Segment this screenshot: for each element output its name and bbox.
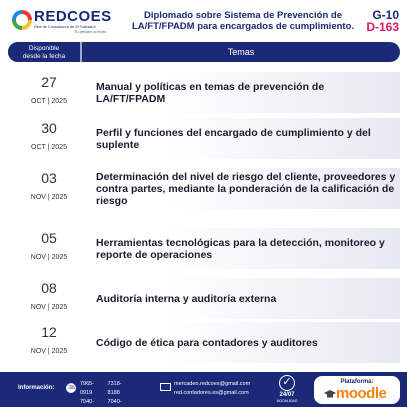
row-date-separator: |: [45, 348, 52, 355]
column-header-date: [8, 42, 80, 62]
phone-icon: [66, 383, 76, 393]
platform-label: Plataforma:: [340, 379, 374, 385]
row-topic: [96, 278, 396, 319]
row-topic-text: Manual y políticas en temas de prevención de LA/FT/FPADM: [96, 80, 325, 105]
column-header-date-line-2: desde la fecha: [22, 52, 66, 60]
footer: [0, 372, 407, 414]
group-code: G-10: [372, 8, 399, 22]
row-day: 05: [41, 230, 57, 246]
logo-subtitle: Red de Contadores de El Salvador: [34, 24, 96, 29]
course-code: [366, 9, 399, 33]
row-date-separator: |: [45, 254, 52, 261]
row-date: [10, 230, 88, 264]
row-date: [10, 170, 88, 204]
redcoes-logo: [12, 8, 132, 36]
logo-ring-icon: [12, 10, 32, 30]
row-date-separator: |: [45, 144, 52, 151]
page-title: [128, 10, 358, 32]
header: [0, 0, 407, 40]
phone-number: 7040-4365: [107, 399, 122, 414]
title-line-1: Diplomado sobre Sistema de Prevención de: [144, 10, 342, 21]
email-addresses: [174, 380, 250, 398]
row-month: OCT: [31, 98, 46, 105]
row-year: 2025: [51, 98, 67, 105]
check-icon: ✓: [279, 375, 295, 391]
row-year: 2025: [51, 254, 68, 261]
row-topic: [96, 72, 396, 113]
row-topic-text: Código de ética para contadores y auditores: [96, 336, 318, 349]
row-topic-text: Determinación del nivel de riesgo del cliente, proveedores y contra partes, mediante la ponderación de la calificación de riesgo: [96, 170, 396, 207]
row-topic-text: Auditoría interna y auditoría externa: [96, 292, 277, 305]
row-day: 30: [41, 120, 57, 136]
row-date: [10, 120, 88, 154]
row-date-separator: |: [45, 194, 52, 201]
platform-box: [314, 376, 400, 404]
graduation-cap-icon: [324, 390, 336, 400]
mail-icon: [160, 383, 171, 391]
schedule-row: [10, 72, 400, 113]
row-year: 2025: [51, 144, 67, 151]
row-date: [10, 280, 88, 314]
row-day: 27: [41, 74, 57, 90]
row-date-separator: |: [45, 304, 52, 311]
title-line-2: LA/FT/FPADM para encargados de cumplimiento.: [131, 21, 355, 32]
modality-badge: [272, 375, 302, 405]
info-label: Información:: [18, 385, 55, 391]
schedule-row: [10, 228, 400, 269]
logo-name: REDCOES: [34, 8, 112, 25]
row-topic: [96, 322, 396, 363]
schedule-row: [10, 118, 400, 159]
row-topic: [96, 228, 396, 269]
diploma-code: D-163: [366, 20, 399, 34]
email-address: mercadeo.redcoes@gmail.com: [174, 381, 251, 387]
row-year: 2025: [51, 348, 68, 355]
row-day: 03: [41, 170, 57, 186]
row-year: 2025: [51, 304, 68, 311]
schedule-row: [10, 168, 400, 209]
row-day: 08: [41, 280, 57, 296]
modality-hours: 24/07: [279, 392, 295, 398]
row-month: NOV: [30, 194, 46, 201]
row-topic-text: Herramientas tecnológicas para la detección, monitoreo y reporte de operaciones: [96, 236, 385, 261]
phone-number: 7965-0919: [80, 381, 95, 396]
row-date: [10, 324, 88, 358]
phone-row: [80, 398, 134, 416]
row-month: NOV: [30, 254, 46, 261]
phone-number: 7040-5558: [80, 399, 95, 414]
schedule-row: [10, 278, 400, 319]
row-month: OCT: [31, 144, 46, 151]
row-date: [10, 74, 88, 108]
row-topic: [96, 118, 396, 159]
phone-number: 7318-8188: [107, 381, 122, 396]
logo-tagline: Tu gestión al éxito: [74, 29, 107, 34]
schedule-row: [10, 322, 400, 363]
email-address: red.contadores.es@gmail.com: [174, 390, 249, 396]
moodle-logo: moodle: [336, 385, 387, 402]
column-header-topics: Temas: [227, 47, 255, 57]
row-month: NOV: [30, 304, 46, 311]
row-date-separator: |: [45, 98, 52, 105]
phone-row: [80, 380, 134, 398]
row-year: 2025: [51, 194, 68, 201]
column-header-date-line-1: Disponible: [28, 45, 60, 52]
phone-numbers: [80, 380, 134, 416]
row-month: NOV: [30, 348, 46, 355]
row-topic: [96, 168, 396, 209]
modality-label: MODALIDAD: [276, 399, 298, 403]
row-day: 12: [41, 324, 57, 340]
row-topic-text: Perfil y funciones del encargado de cumplimiento y del suplente: [96, 126, 371, 151]
